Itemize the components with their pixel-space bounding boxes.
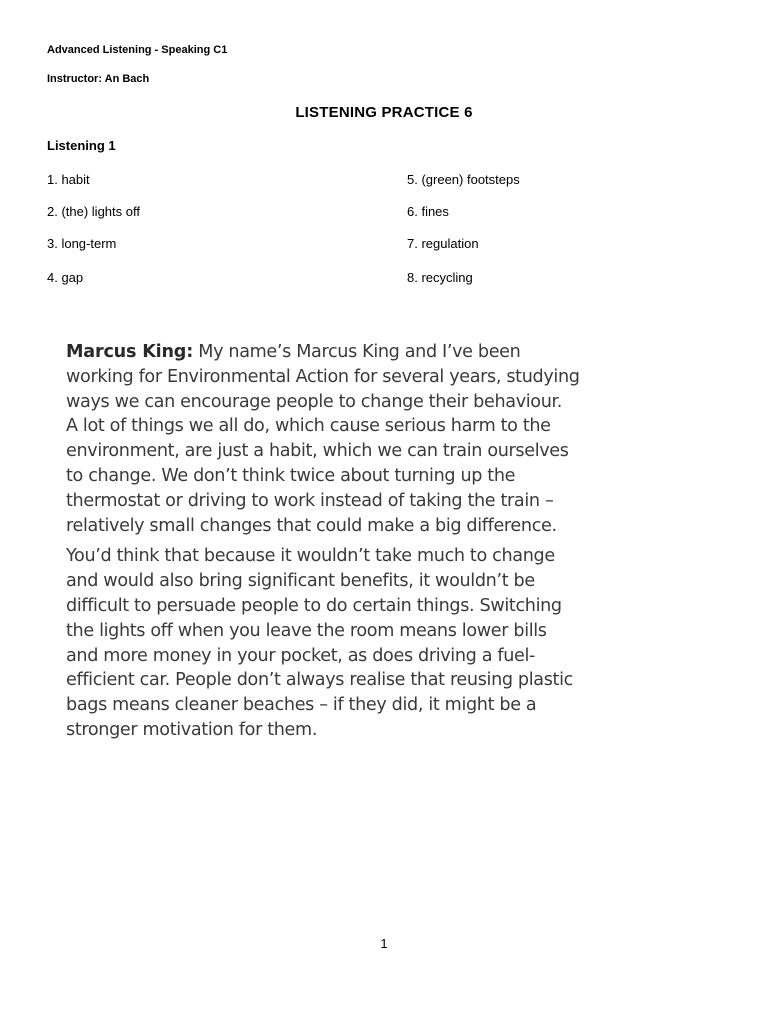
answer-item-1: 1. habit bbox=[47, 172, 90, 187]
transcript-excerpt bbox=[66, 340, 606, 743]
answer-item-8: 8. recycling bbox=[407, 270, 473, 285]
page-number: 1 bbox=[380, 936, 388, 951]
instructor-name: Instructor: An Bach bbox=[47, 73, 150, 85]
answer-item-3: 3. long-term bbox=[47, 236, 117, 251]
transcript-paragraph-1 bbox=[66, 340, 606, 538]
answer-item-6: 6. fines bbox=[407, 204, 449, 219]
transcript-paragraph-2: You’d think that because it wouldn’t take much to change and would also bring significant benefits, it wouldn’t be difficult to persuade people to do certain things. Switching the lights off when you leave the room means lower bills and more money in your pocket, as does driving a fuel- efficient car. People don’t always realise that reusing plastic bags means cleaner beaches – if they did, it might be a stronger motivation for them. bbox=[66, 546, 573, 740]
page-title: LISTENING PRACTICE 6 bbox=[295, 104, 473, 121]
answer-item-4: 4. gap bbox=[47, 270, 84, 285]
transcript-paragraph-1-text: My name’s Marcus King and I’ve been working for Environmental Action for several years, studying ways we can encourage people to change their behaviour. A lot of things we all do, which cause serious harm to the environment, are just a habit, which we can train ourselves to change. We don’t think twice about turning up the thermostat or driving to work instead of taking the train – relatively small changes that could make a big difference. bbox=[66, 342, 580, 536]
section-label: Listening 1 bbox=[47, 138, 116, 153]
course-title: Advanced Listening - Speaking C1 bbox=[47, 44, 228, 56]
answer-item-7: 7. regulation bbox=[407, 236, 479, 251]
answer-item-5: 5. (green) footsteps bbox=[407, 172, 520, 187]
answer-item-2: 2. (the) lights off bbox=[47, 204, 140, 219]
speaker-name: Marcus King: bbox=[66, 342, 194, 362]
